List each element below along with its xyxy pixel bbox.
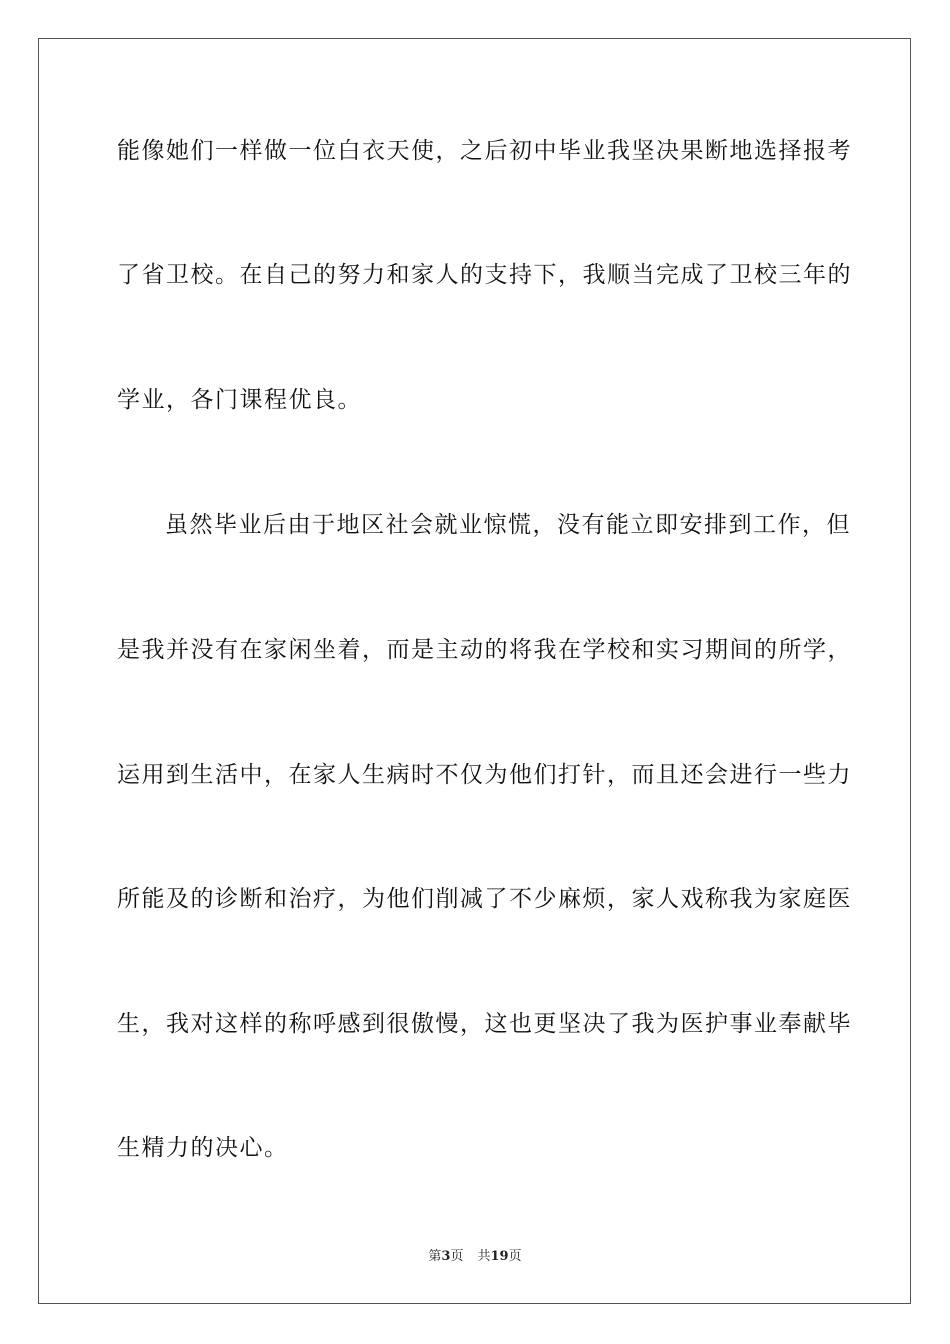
paragraph-line: 能像她们一样做一位白衣天使，之后初中毕业我坚决果断地选择报考: [117, 138, 852, 164]
paragraph-line: 虽然毕业后由于地区社会就业惊慌，没有能立即安排到工作，但: [165, 512, 851, 538]
paragraph-line: 学业，各门课程优良。: [117, 387, 362, 413]
page-number: 3: [441, 1249, 451, 1264]
page-border: [38, 38, 911, 1304]
paragraph-line: 所能及的诊断和治疗，为他们削减了不少麻烦，家人戏称我为家庭医: [117, 886, 852, 912]
paragraph-line: 运用到生活中，在家人生病时不仅为他们打针，而且还会进行一些力: [117, 762, 852, 788]
paragraph-line: 生，我对这样的称呼感到很傲慢，这也更坚决了我为医护事业奉献毕: [117, 1011, 852, 1037]
total-pages: 19: [490, 1249, 509, 1264]
paragraph-line: 生精力的决心。: [117, 1135, 289, 1161]
page-footer: [0, 1249, 950, 1265]
total-suffix: 页: [508, 1249, 522, 1264]
paragraph-line: 了省卫校。在自己的努力和家人的支持下，我顺当完成了卫校三年的: [117, 262, 852, 288]
page-suffix: 页: [450, 1249, 464, 1264]
page-prefix: 第: [428, 1249, 442, 1264]
total-prefix: 共: [477, 1249, 491, 1264]
paragraph-line: 是我并没有在家闲坐着，而是主动的将我在学校和实习期间的所学，: [117, 637, 852, 663]
